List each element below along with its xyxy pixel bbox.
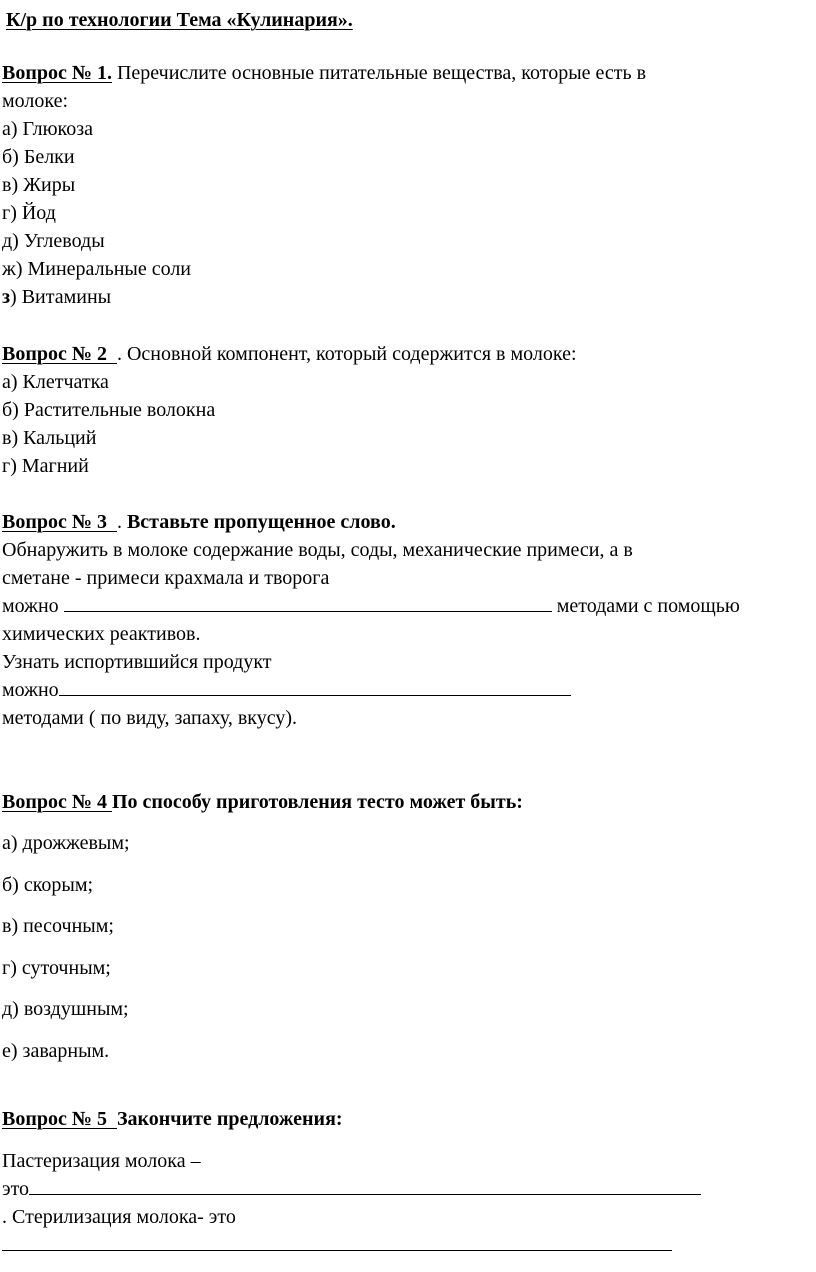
q3-text-line: химических реактивов. bbox=[2, 623, 201, 645]
question-3-task: Вставьте пропущенное слово. bbox=[126, 511, 396, 533]
q5-answer-blank-1[interactable] bbox=[29, 1176, 701, 1195]
question-3-label: Вопрос № 3 bbox=[2, 511, 117, 533]
q3-line-end: методами с помощью bbox=[551, 595, 740, 617]
question-4-task: По способу приготовления тесто может быть: bbox=[111, 791, 523, 813]
q3-fill-line-1 bbox=[2, 592, 740, 620]
question-5-heading bbox=[2, 1105, 343, 1133]
question-1-label: Вопрос № 1. bbox=[2, 62, 112, 84]
q3-answer-blank-2[interactable] bbox=[59, 677, 571, 696]
q3-line-start: можно bbox=[2, 679, 59, 701]
q5-text-line: . Стерилизация молока- это bbox=[2, 1206, 236, 1228]
question-3-heading bbox=[2, 508, 396, 536]
q3-fill-line-2 bbox=[2, 676, 571, 704]
question-2-label: Вопрос № 2 bbox=[2, 343, 117, 365]
q3-answer-blank-1[interactable] bbox=[64, 593, 552, 612]
question-1-heading bbox=[2, 59, 646, 87]
question-4-label: Вопрос № 4 bbox=[2, 791, 112, 813]
q3-text-line: Обнаружить в молоке содержание воды, соды, механические примеси, а в bbox=[2, 539, 633, 561]
q3-line-start: можно bbox=[2, 595, 64, 617]
question-4-heading bbox=[2, 788, 523, 816]
q1-option: а) Глюкоза bbox=[2, 118, 93, 140]
q4-option: д) воздушным; bbox=[2, 998, 129, 1020]
q1-option: б) Белки bbox=[2, 146, 75, 168]
q2-option: б) Растительные волокна bbox=[2, 399, 216, 421]
question-1-text: Перечислите основные питательные вещества, которые есть в bbox=[116, 62, 647, 84]
q4-option: а) дрожжевым; bbox=[2, 832, 130, 854]
q2-option: а) Клетчатка bbox=[2, 371, 109, 393]
q2-option: г) Магний bbox=[2, 455, 89, 477]
q1-option-text: ) Витамины bbox=[10, 286, 112, 308]
q5-answer-blank-2[interactable] bbox=[2, 1250, 672, 1251]
q1-option: г) Йод bbox=[2, 202, 56, 224]
question-5-task: Закончите предложения: bbox=[116, 1108, 343, 1130]
q4-option: б) скорым; bbox=[2, 874, 94, 896]
q3-text-line: Узнать испортившийся продукт bbox=[2, 651, 272, 673]
q1-option: д) Углеводы bbox=[2, 230, 105, 252]
q3-text-line: сметане - примеси крахмала и творога bbox=[2, 567, 330, 589]
q2-option: в) Кальций bbox=[2, 427, 97, 449]
document-title: К/р по технологии Тема «Кулинария». bbox=[6, 9, 353, 31]
question-2-heading bbox=[2, 340, 577, 368]
q1-option-last bbox=[2, 283, 111, 311]
q4-option: г) суточным; bbox=[2, 957, 111, 979]
q1-option: в) Жиры bbox=[2, 174, 76, 196]
question-1-text-cont: молоке: bbox=[2, 90, 69, 112]
question-3-dot: . bbox=[116, 511, 127, 533]
q5-text-line: Пастеризация молока – bbox=[2, 1150, 201, 1172]
q1-option-letter: з bbox=[2, 286, 11, 308]
q4-option: е) заварным. bbox=[2, 1040, 110, 1062]
q4-option: в) песочным; bbox=[2, 915, 114, 937]
question-2-text: . Основной компонент, который содержится в молоке: bbox=[116, 343, 577, 365]
q5-fill-line-1 bbox=[2, 1175, 701, 1203]
q5-line-start: это bbox=[2, 1178, 30, 1200]
q3-text-line: методами ( по виду, запаху, вкусу). bbox=[2, 707, 298, 729]
question-5-label: Вопрос № 5 bbox=[2, 1108, 117, 1130]
q1-option: ж) Минеральные соли bbox=[2, 258, 192, 280]
